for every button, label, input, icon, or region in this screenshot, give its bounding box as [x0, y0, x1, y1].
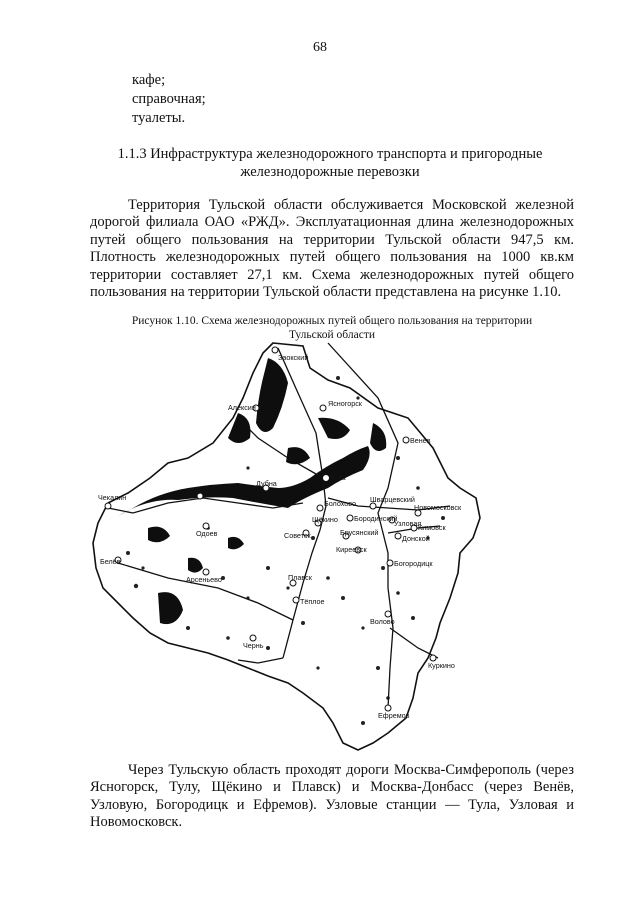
map-label-volovo: Волово: [370, 617, 395, 626]
map-label-shvartsevsky: Шварцевский: [370, 495, 415, 504]
map-label-kimovsk: Кимовск: [418, 523, 446, 532]
map-label-aleksin: Алексин: [228, 403, 256, 412]
section-heading: [110, 145, 550, 181]
map-label-yasnogorsk: Ясногорск: [328, 399, 362, 408]
figure-caption-line1: Рисунок 1.10. Схема железнодорожных путей общего пользования на территории: [131, 315, 533, 327]
list-item-info-desk: справочная;: [132, 91, 206, 107]
map-label-chekalin: Чекалин: [98, 493, 127, 502]
map-label-plavsk: Плавск: [288, 573, 312, 582]
map-label-shchekino: Щёкино: [312, 515, 338, 524]
map-label-chern: Чернь: [243, 641, 264, 650]
section-heading-line2: железнодорожные перевозки: [240, 164, 420, 180]
map-label-kireevsk: Киреевск: [336, 545, 367, 554]
map-label-suvorov: Суворов: [180, 487, 209, 496]
map-label-kurkino: Куркино: [428, 661, 455, 670]
region-outline: [93, 343, 480, 750]
section-heading-line1: 1.1.3 Инфраструктура железнодорожного транспорта и пригородные: [117, 146, 543, 162]
map-label-odoev: Одоев: [196, 529, 218, 538]
map-label-arsenevo: Арсеньево: [186, 575, 222, 584]
map-label-tula: Тула: [330, 473, 346, 482]
map-label-efremov: Ефремов: [378, 711, 410, 720]
map-label-teploe: Тёплое: [300, 597, 325, 606]
map-label-belev: Белёв: [100, 557, 121, 566]
paragraph-intro: [90, 197, 574, 301]
list-item-toilets: туалеты.: [132, 110, 186, 126]
map-label-dubna: Дубна: [256, 479, 277, 488]
map-label-zaoksky: Заокский: [278, 353, 309, 362]
page-number: 68: [313, 40, 327, 55]
figure-caption-line2: Тульской области: [288, 329, 375, 341]
map-label-sovetsk: Советск: [284, 531, 311, 540]
paragraph-railways-text: Через Тульскую область проходят дороги Москва-Симферополь (через Ясногорск, Тулу, Щёкино и Плавск) и Москва-Донбасс (через Венёв, Узловую, Богородицк и Ефремов). Узловые станции — Тула, Узловая и Новомосковск.: [90, 762, 574, 831]
map-label-donskoy: Донской: [402, 534, 430, 543]
map-label-uzlovaya: Узловая: [394, 519, 422, 528]
map-label-novomoskovsk: Новомосковск: [414, 503, 462, 512]
list-item-cafe: кафе;: [132, 72, 166, 88]
map-label-bogoroditsk: Богородицк: [394, 559, 433, 568]
paragraph-intro-text: Территория Тульской области обслуживается Московской железной дорогой филиала ОАО «РЖД». Эксплуатационная длина железнодорожных путей общего пользования на территории Тульской области 947,5 км. Плотность железнодорожных путей общего пользования на 1000 кв.км территории составляет 27,1 км. Схема железнодорожных путей общего пользования на территории Тульской области представлена на рисунке 1.10.: [90, 197, 574, 301]
map-label-brusyansky: Брусянский: [340, 528, 379, 537]
map-label-venev: Венёв: [410, 436, 431, 445]
map-label-bolokhovo: Болохово: [324, 499, 356, 508]
railway-map: [88, 338, 488, 758]
paragraph-railways: [90, 762, 574, 832]
map-label-borodinsky: Бородинский: [354, 514, 398, 523]
